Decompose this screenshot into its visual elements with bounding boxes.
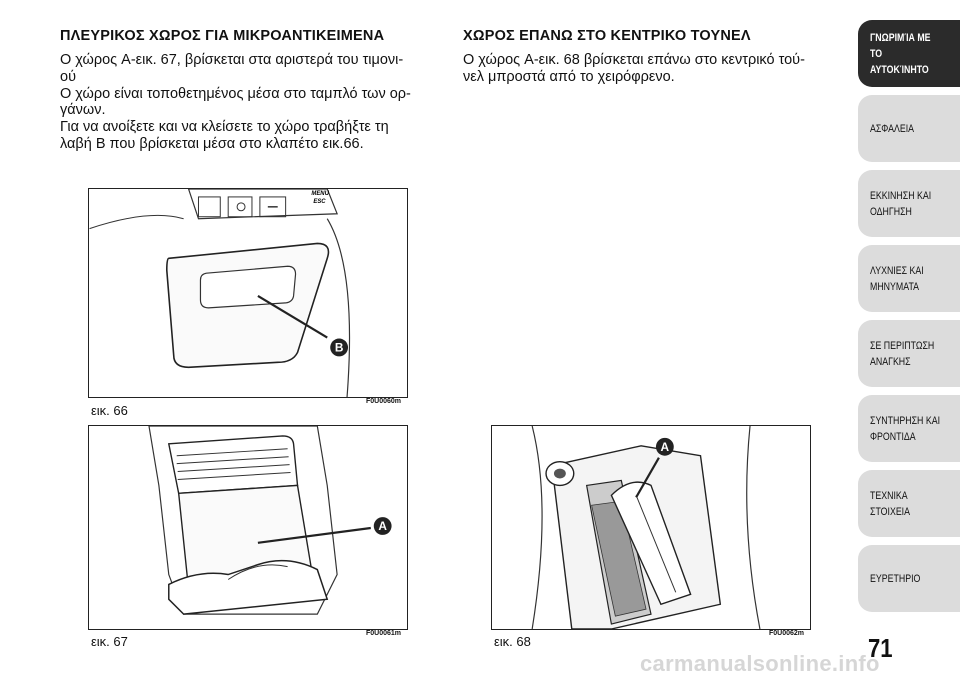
tab-label: ΣΥΝΤΗΡΗΣΗ ΚΑΙ ΦΡΟΝΤΙΔΑ	[870, 414, 941, 443]
figure-68-code: F0U0062m	[769, 630, 805, 637]
esc-label: ESC	[313, 198, 326, 205]
figure-66-caption: εικ. 66	[91, 403, 128, 418]
footer-watermark: carmanualsonline.info	[640, 651, 880, 676]
figure-67-caption: εικ. 67	[91, 634, 128, 649]
figure-66-illustration	[88, 188, 408, 398]
figure-67-illustration	[88, 425, 408, 630]
body-line: Ο χώρος A-εικ. 67, βρίσκεται στα αριστερά του τιμονι-	[60, 52, 404, 68]
chapter-tabs	[858, 20, 960, 620]
tab-label: ΣΕ ΠΕΡΙΠΤΩΣΗ ΑΝΑΓΚΗΣ	[870, 339, 935, 368]
menu-label: MENU	[311, 190, 329, 197]
body-line: Ο χώρο είναι τοποθετημένος μέσα στο ταμπλό των ορ-	[60, 85, 411, 102]
right-section-body	[463, 52, 805, 86]
tab-technical-specifications[interactable]	[858, 470, 960, 537]
tab-label: ΤΕΧΝΙΚΑ ΣΤΟΙΧΕΙΑ	[870, 489, 910, 518]
tab-label: ΛΥΧΝΙΕΣ ΚΑΙ ΜΗΝΥΜΑΤΑ	[870, 264, 924, 293]
body-line: Για να ανοίξετε και να κλείσετε το χώρο τραβήξτε τη	[60, 119, 389, 136]
figure-67-code: F0U0061m	[366, 630, 402, 637]
tab-in-an-emergency[interactable]	[858, 320, 960, 387]
tab-index[interactable]	[858, 545, 960, 612]
tab-label: ΓΝΩΡΙΜΊΑ ΜΕ ΤΟ ΑΥΤΟΚΊΝΗΤΟ	[870, 31, 931, 76]
tab-label: ΕΥΡΕΤΗΡΙΟ	[870, 572, 921, 585]
tab-getting-to-know-the-car[interactable]	[858, 20, 960, 87]
tab-starting-and-driving[interactable]	[858, 170, 960, 237]
figure-66-code: F0U0060m	[366, 398, 402, 405]
right-section-heading: ΧΩΡΟΣ ΕΠΑΝΩ ΣΤΟ ΚΕΝΤΡΙΚΟ ΤΟΥΝΕΛ	[463, 28, 751, 44]
tab-warning-lights-and-messages[interactable]	[858, 245, 960, 312]
tab-label: ΕΚΚΙΝΗΣΗ ΚΑΙ ΟΔΗΓΗΣΗ	[870, 189, 932, 218]
body-line: ού	[60, 68, 76, 85]
figure-68-illustration	[491, 425, 811, 630]
left-section-body	[60, 52, 411, 153]
body-line: γάνων.	[60, 102, 106, 119]
callout-a-label: A	[378, 518, 387, 533]
tab-safety[interactable]	[858, 95, 960, 162]
callout-b-label: B	[334, 340, 344, 355]
figure-68-caption: εικ. 68	[494, 634, 531, 649]
left-section-heading: ΠΛΕΥΡΙΚΟΣ ΧΩΡΟΣ ΓΙΑ ΜΙΚΡΟΑΝΤΙΚΕΙΜΕΝΑ	[60, 28, 385, 44]
tab-maintenance-and-care[interactable]	[858, 395, 960, 462]
page-number: 71	[868, 633, 893, 663]
body-line: Ο χώρος A-εικ. 68 βρίσκεται επάνω στο κεντρικό τού-	[463, 52, 805, 68]
body-line: λαβή B που βρίσκεται μέσα στο κλαπέτο εικ.66.	[60, 135, 364, 152]
tab-label: ΑΣΦΑΛΕΙΑ	[870, 122, 915, 135]
callout-a-label: A	[660, 439, 670, 454]
body-line: νελ μπροστά από το χειρόφρενο.	[463, 68, 675, 85]
